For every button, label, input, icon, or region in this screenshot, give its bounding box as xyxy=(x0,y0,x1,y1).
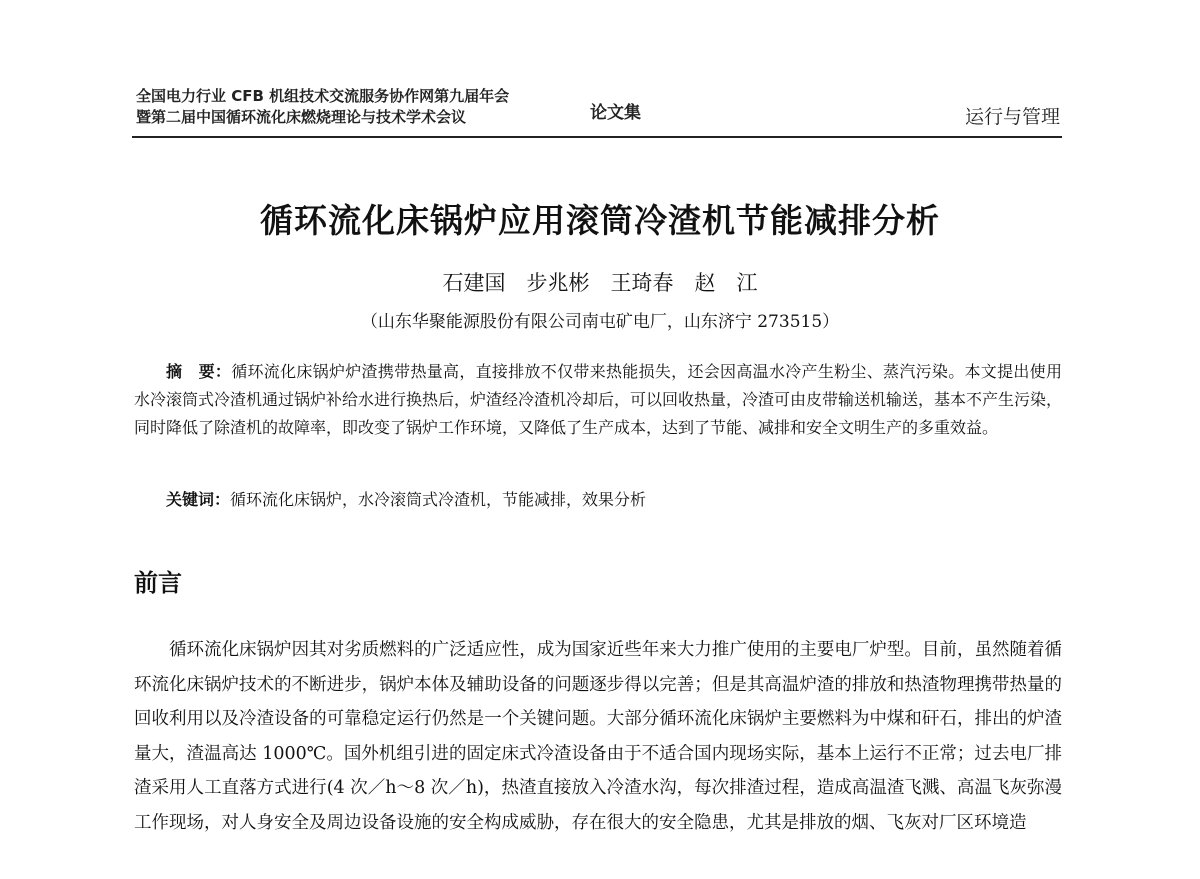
section-label: 运行与管理 xyxy=(964,106,1060,128)
section-heading: 前言 xyxy=(134,569,182,597)
abstract xyxy=(134,358,1062,442)
keywords xyxy=(166,486,1066,514)
conference-line-1: 全国电力行业 CFB 机组技术交流服务协作网第九届年会 xyxy=(136,87,510,105)
keywords-label: 关键词： xyxy=(166,490,231,509)
abstract-text: 循环流化床锅炉炉渣携带热量高，直接排放不仅带来热能损失，还会因高温水冷产生粉尘、蒸汽污染。本文提出使用水冷滚筒式冷渣机通过锅炉补给水进行换热后，炉渣经冷渣机冷却后，可以回收热量，冷渣可由皮带输送机输送，基本不产生污染，同时降低了除渣机的故障率，即改变了锅炉工作环境，又降低了生产成本，达到了节能、减排和安全文明生产的多重效益。 xyxy=(134,362,1063,437)
abstract-label: 摘 要： xyxy=(166,362,232,381)
paper-authors: 石建国 步兆彬 王琦春 赵 江 xyxy=(442,271,758,295)
paper-title: 循环流化床锅炉应用滚筒冷渣机节能减排分析 xyxy=(260,201,940,240)
body-text xyxy=(134,633,1062,840)
conference-line-2: 暨第二届中国循环流化床燃烧理论与技术学术会议 xyxy=(136,108,467,126)
paper-affiliation: （山东华聚能源股份有限公司南屯矿电厂，山东济宁 273515） xyxy=(360,312,840,332)
body-paragraph: 循环流化床锅炉因其对劣质燃料的广泛适应性，成为国家近些年来大力推广使用的主要电厂炉型。目前，虽然随着循环流化床锅炉技术的不断进步，锅炉本体及辅助设备的问题逐步得以完善；但是其高温炉渣的排放和热渣物理携带热量的回收利用以及冷渣设备的可靠稳定运行仍然是一个关键问题。大部分循环流化床锅炉主要燃料为中煤和矸石，排出的炉渣量大，渣温高达 1000℃。国外机组引进的固定床式冷渣设备由于不适合国内现场实际，基本上运行不正常；过去电厂排渣采用人工直落方式进行(4 次／h～8 次／h)，热渣直接放入冷渣水沟，每次排渣过程，造成高温渣飞溅、高温飞灰弥漫工作现场，对人身安全及周边设备设施的安全构成威胁，存在很大的安全隐患，尤其是排放的烟、飞灰对厂区环境造 xyxy=(134,640,1062,833)
keywords-text: 循环流化床锅炉，水冷滚筒式冷渣机，节能减排，效果分析 xyxy=(230,490,647,509)
collection-label: 论文集 xyxy=(590,103,641,123)
running-header xyxy=(132,86,1062,138)
conference-name xyxy=(136,86,509,128)
